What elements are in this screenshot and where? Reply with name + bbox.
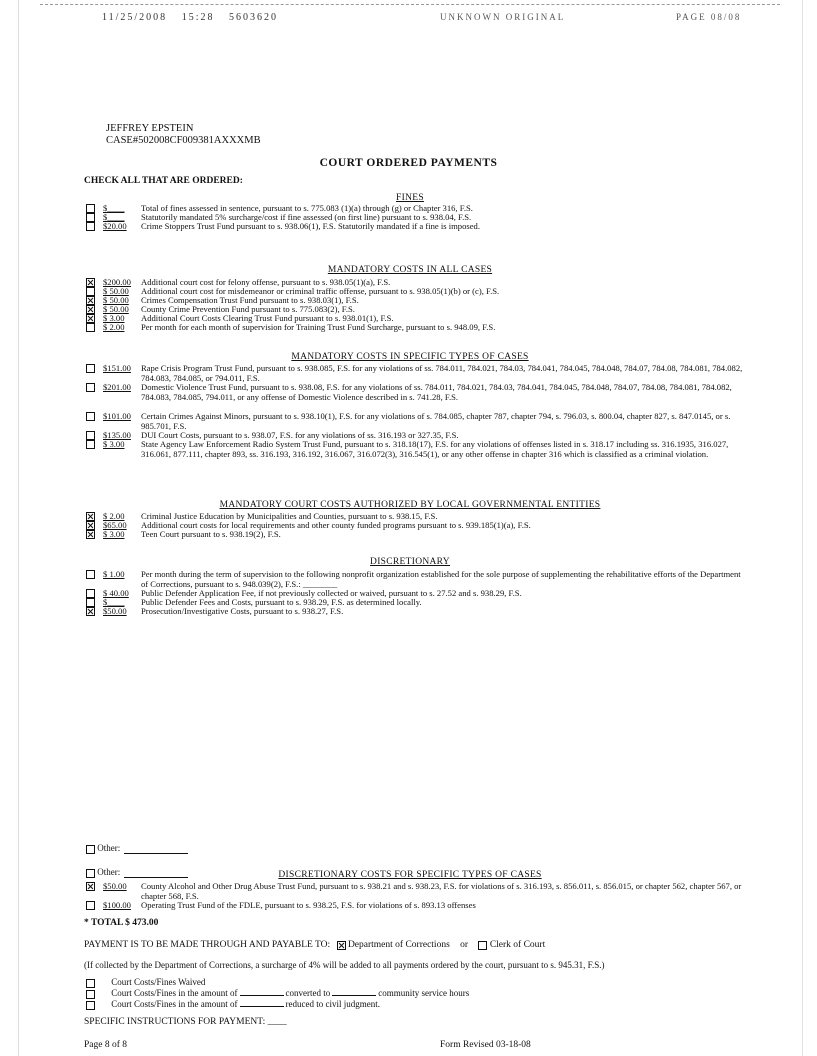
payment-description: Additional Court Costs Clearing Trust Fund pursuant to s. 938.01(1), F.S. [141,313,394,323]
payment-description: Additional court costs for local requirements and other county funded programs pursuant to s. 939.185(1)(a), F.S. [141,520,531,530]
payment-amount: $100.00 [103,900,131,910]
other-1-checkbox[interactable] [86,845,95,854]
payment-description: Additional court cost for felony offense, pursuant to s. 938.05(1)(a), F.S. [141,277,391,287]
payable-row [84,940,545,950]
payable-opt1: Department of Corrections [347,940,450,951]
payment-row [86,569,746,589]
clerk-checkbox[interactable] [478,941,487,950]
total-amount: * TOTAL $ 473.00 [84,918,159,928]
payment-checkbox[interactable] [86,882,95,891]
payment-checkbox[interactable] [86,364,95,373]
payment-amount: $ 50.00 [103,295,129,305]
payable-label: PAYMENT IS TO BE MADE THROUGH AND PAYABLE TO: [84,940,331,951]
section-heading: DISCRETIONARY COSTS FOR SPECIFIC TYPES OF CASES [278,870,542,880]
waiver-2-checkbox[interactable] [86,990,95,999]
waiver-1-checkbox[interactable] [86,979,95,988]
section-heading: FINES [396,193,424,203]
payment-description: Teen Court pursuant to s. 938.19(2), F.S. [141,529,281,539]
surcharge-note: (If collected by the Department of Corrections, a surcharge of 4% will be added to all payments ordered by the court, pursuant to s. 945.31, F.S.) [84,960,605,970]
payment-amount: $151.00 [103,363,131,373]
payment-amount: $ 40.00 [103,588,129,598]
payment-checkbox[interactable] [86,222,95,231]
section-heading: MANDATORY COSTS IN ALL CASES [327,265,493,275]
other-row-2 [86,867,188,878]
payment-amount: $ 50.00 [103,304,129,314]
waiver-row-1 [86,977,469,988]
payment-checkbox[interactable] [86,440,95,449]
payment-description: Crime Stoppers Trust Fund pursuant to s. 938.06(1), F.S. Statutorily mandated if a fine is imposed. [141,221,480,231]
payment-description: Certain Crimes Against Minors, pursuant to s. 938.10(1), F.S. for any violations of s. 784.085, chapter 787, chapter 794, s. 796.03, s. 800.04, chapter 827, s. 847.0145, or s. 985.701, F.S. [141,411,731,431]
waiver-3-text: Court Costs/Fines in the amount of [111,999,238,1009]
payment-description: Total of fines assessed in sentence, pursuant to s. 775.083 (1)(a) through (g) or Chapter 316, F.S. [141,203,473,213]
payment-checkbox[interactable] [86,383,95,392]
payment-description: Per month during the term of supervision to the following nonprofit organization established for the sole purpose of supplementing the rehabilitative efforts of the Department of Corrections, pursuant to s. 948.039(2), F.S.: ________ [141,569,741,589]
payment-amount: $____ [103,597,125,607]
section-heading: MANDATORY COURT COSTS AUTHORIZED BY LOCAL GOVERNMENTAL ENTITIES [219,500,601,510]
other-2-label: Other: [97,867,121,877]
payment-amount: $101.00 [103,411,131,421]
payment-row [86,529,746,539]
payment-row [86,363,746,383]
payment-checkbox[interactable] [86,323,95,332]
payment-description: County Alcohol and Other Drug Abuse Trust Fund, pursuant to s. 938.21 and s. 938.23, F.S. for violations of s. 316.193, s. 856.011, s. 856.015, or chapter 562, chapter 567, or chapter 568, F.S. [141,881,742,901]
payment-amount: $ 2.00 [103,322,125,332]
payable-or: or [460,940,469,951]
other-2-checkbox[interactable] [86,869,95,878]
payment-row [86,322,746,332]
payment-description: Additional court cost for misdemeanor or criminal traffic offense, pursuant to s. 938.05(1)(b) or (c), F.S. [141,286,500,296]
payment-amount: $ 1.00 [103,569,125,579]
payment-amount: $200.00 [103,277,131,287]
fax-center: UNKNOWN ORIGINAL [440,12,566,22]
payment-row [86,221,746,231]
payment-checkbox[interactable] [86,530,95,539]
fax-page: PAGE 08/08 [676,12,742,22]
payment-description: Operating Trust Fund of the FDLE, pursuant to s. 938.25, F.S. for violations of s. 893.13 offenses [141,900,476,910]
case-number: CASE#502008CF009381AXXXMB [106,135,261,146]
payment-amount: $____ [103,203,125,213]
payment-description: County Crime Prevention Fund pursuant to s. 775.083(2), F.S. [141,304,355,314]
fax-top-line [40,4,780,5]
payment-checkbox[interactable] [86,412,95,421]
payment-amount: $20.00 [103,221,127,231]
fax-header [102,12,288,23]
payment-amount: $ 50.00 [103,286,129,296]
payment-row [86,881,746,901]
payment-amount: $ 3.00 [103,439,125,449]
page-title: COURT ORDERED PAYMENTS [319,157,498,169]
payment-amount: $ 3.00 [103,313,125,323]
payment-amount: $ 3.00 [103,529,125,539]
payable-opt2: Clerk of Court [489,940,546,951]
waiver-row-3 [86,999,469,1010]
section-heading: DISCRETIONARY [370,557,450,567]
other-row-1 [86,843,188,854]
payment-amount: $201.00 [103,382,131,392]
fax-number: 5603620 [228,12,278,23]
payment-amount: $____ [103,212,125,222]
section-heading: MANDATORY COSTS IN SPECIFIC TYPES OF CASES [291,352,529,362]
check-all-instruction: CHECK ALL THAT ARE ORDERED: [84,176,243,186]
waiver-2-mid: converted to [285,988,331,998]
payment-amount: $65.00 [103,520,127,530]
specific-instructions: SPECIFIC INSTRUCTIONS FOR PAYMENT: ____ [84,1017,287,1027]
payment-checkbox[interactable] [86,570,95,579]
payment-description: Per month for each month of supervision for Training Trust Fund Surcharge, pursuant to s. 948.09, F.S. [141,322,496,332]
page-number: Page 8 of 8 [84,1040,128,1050]
waiver-1-text: Court Costs/Fines Waived [111,977,206,987]
other-1-label: Other: [97,843,121,853]
doc-checkbox[interactable] [337,941,346,950]
payment-description: Rape Crisis Program Trust Fund, pursuant to s. 938.085, F.S. for any violations of ss. 784.011, 784.021, 784.03, 784.041, 784.045, 784.048, 784.07, 784.08, 784.081, 784.082, 784.083, 784.085, or 794.011, F.S. [141,363,743,383]
payment-row [86,411,746,431]
payment-description: Public Defender Application Fee, if not previously collected or waived, pursuant to s. 27.52 and s. 938.29, F.S. [141,588,522,598]
waiver-2-hours-line[interactable] [332,995,376,996]
other-2-line[interactable] [124,877,188,878]
payment-description: Crimes Compensation Trust Fund pursuant to s. 938.03(1), F.S. [141,295,359,305]
waiver-3-amount-line[interactable] [240,1006,284,1007]
waiver-rows [86,977,469,1010]
fax-date: 11/25/2008 [102,12,168,23]
waiver-2-text: Court Costs/Fines in the amount of [111,988,238,998]
payment-description: Domestic Violence Trust Fund, pursuant to s. 938.08, F.S. for any violations of ss. 784.011, 784.021, 784.03, 784.041, 784.045, 784.048, 784.07, 784.08, 784.081, 784.082, 784.083, 784.085, 794.011, or any offense of Domestic Violence described in s. 741.28, F.S. [141,382,732,402]
payment-amount: $ 2.00 [103,511,125,521]
payment-description: Criminal Justice Education by Municipalities and Counties, pursuant to s. 938.15, F.S. [141,511,438,521]
payment-checkbox[interactable] [86,901,95,910]
payment-row [86,900,746,910]
payment-row [86,606,746,616]
payment-amount: $50.00 [103,881,127,891]
payment-row [86,382,746,402]
payment-amount: $50.00 [103,606,127,616]
payment-description: DUI Court Costs, pursuant to s. 938.07, F.S. for any violations of ss. 316.193 or 327.35, F.S. [141,430,459,440]
waiver-2-amount-line[interactable] [240,995,284,996]
payment-description: Prosecution/Investigative Costs, pursuant to s. 938.27, F.S. [141,606,344,616]
payment-checkbox[interactable] [86,607,95,616]
payment-row [86,439,746,459]
payment-amount: $135.00 [103,430,131,440]
waiver-3-checkbox[interactable] [86,1001,95,1010]
payment-description: State Agency Law Enforcement Radio System Trust Fund, pursuant to s. 318.18(17), F.S. for any violations of offenses listed in s. 318.17 including ss. 316.1935, 316.027, 316.061, 877.111, chapter 893, ss. 316.193, 316.192, 316.067, 316.072(3), 316.545(1), or any other offense in chapter 316 which is classified as a criminal violation. [141,439,729,459]
waiver-3-mid: reduced to civil judgment. [285,999,380,1009]
waiver-row-2 [86,988,469,999]
other-1-line[interactable] [124,853,188,854]
payment-description: Statutorily mandated 5% surcharge/cost if fine assessed (on first line) pursuant to s. 938.04, F.S. [141,212,472,222]
fax-time: 15:28 [181,12,215,23]
waiver-2-post: community service hours [378,988,470,998]
form-revised: Form Revised 03-18-08 [440,1040,531,1050]
defendant-name: JEFFREY EPSTEIN [106,123,194,134]
payment-description: Public Defender Fees and Costs, pursuant to s. 938.29, F.S. as determined locally. [141,597,422,607]
